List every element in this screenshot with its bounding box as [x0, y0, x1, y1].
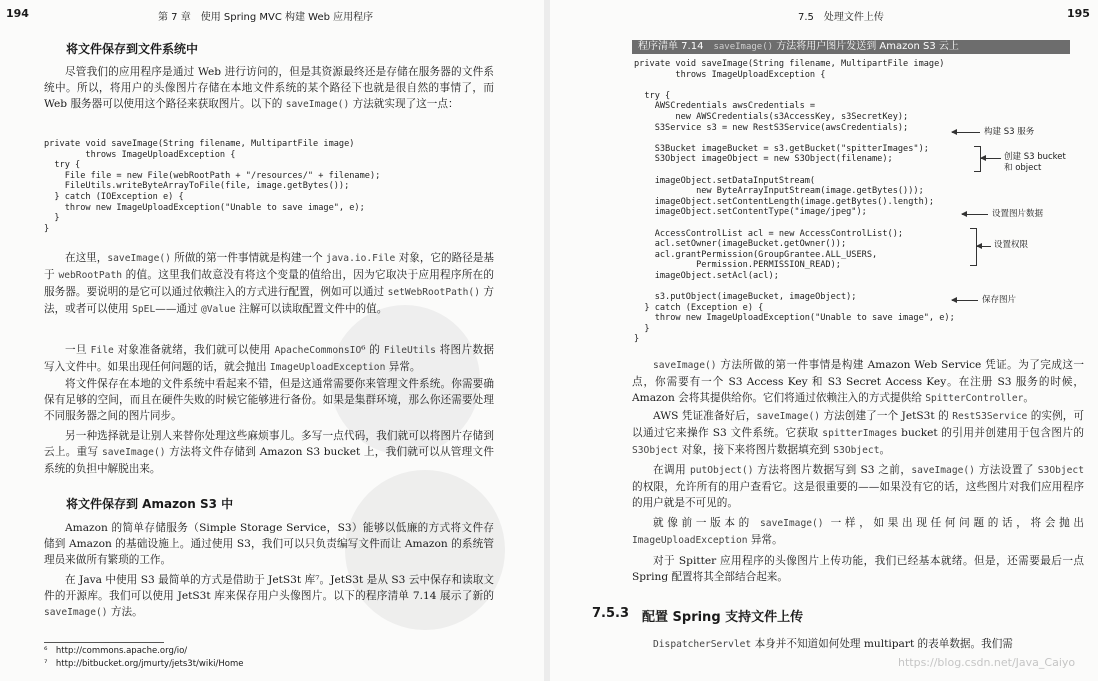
page-number: 195	[1067, 7, 1090, 20]
running-header: 7.5 处理文件上传	[798, 12, 884, 23]
paragraph: 在这里，saveImage() 所做的第一件事情就是构建一个 java.io.File 对象，它的路径是基于 webRootPath 的值。这里我们故意没有将这个变量的值给出，因为它取决于应用程序所在的服务器。要说明的是它可以通过依赖注入的方式进行配置，例如可以通过 setWebRootPath() 方法，或者可以使用 SpEL——通过 @Value 注解可以读取配置文件中的值。	[44, 252, 494, 315]
paragraph: 将文件保存在本地的文件系统中看起来不错，但是这通常需要你来管理文件系统。你需要确保有足够的空间，而且在硬件失败的时候它能够进行备份。如果是集群环境，那么你还需要处理不同服务器之间的图片同步。	[44, 378, 494, 422]
paragraph: 对于 Spitter 应用程序的头像图片上传功能，我们已经基本就绪。但是，还需要最后一点 Spring 配置将其全部结合起来。	[632, 555, 1084, 583]
left-page	[0, 0, 544, 681]
paragraph: Amazon 的简单存储服务（Simple Storage Service，S3）能够以低廉的方式将文件存储到 Amazon 的基础设施上。通过使用 S3，我们可以只负责编写文件而让 Amazon 的系统管理员来做所有繁琐的工作。	[44, 522, 494, 566]
section-title: 配置 Spring 支持文件上传	[642, 610, 804, 625]
paragraph: 在 Java 中使用 S3 最简单的方式是借助于 JetS3t 库⁷。JetS3t 是从 S3 云中保存和读取文件的开源库。我们可以使用 JetS3t 库来保存用户头像图片。以下的程序清单 7.14 展示了新的 saveImage() 方法。	[44, 574, 494, 618]
annotation: 创建 S3 bucket 和 object	[1004, 152, 1066, 173]
annotation: 构建 S3 服务	[984, 127, 1035, 137]
watermark-text: https://blog.csdn.net/Java_Caiyo	[898, 656, 1076, 669]
callout-arrow	[952, 300, 978, 301]
section-heading: 将文件保存到文件系统中	[66, 42, 199, 56]
paragraph: 尽管我们的应用程序是通过 Web 进行访问的，但是其资源最终还是存储在服务器的文件系统中。所以，将用户的头像图片存储在本地文件系统的某个路径下也就是很自然的事情了，而 Web 服务器可以使用这个路径来获取图片。以下的 saveImage() 方法就实现了这一点：	[44, 66, 494, 110]
annotation: 设置权限	[994, 240, 1029, 250]
callout-arrow	[952, 132, 980, 133]
paragraph: saveImage() 方法所做的第一件事情是构建 Amazon Web Service 凭证。为了完成这一点，你需要有一个 S3 Access Key 和 S3 Secret Access Key。在注册 S3 服务的时候，Amazon 会将其提供给你。它们将通过依赖注入的方式提供给 SpitterController。	[632, 359, 1084, 404]
paragraph: 一旦 File 对象准备就绪，我们就可以使用 ApacheCommonsIO⁶ 的 FileUtils 将图片数据写入文件中。如果出现任何问题的话，就会抛出 ImageUploadException 异常。	[44, 344, 495, 373]
paragraph: 在调用 putObject() 方法将图片数据写到 S3 之前，saveImage() 方法设置了 S3Object 的权限，允许所有的用户查看它。这是很重要的——如果没有它的话，这些图片对我们应用程序的用户就是不可见的。	[632, 464, 1084, 509]
paragraph: AWS 凭证准备好后，saveImage() 方法创建了一个 JetS3t 的 RestS3Service 的实例，可以通过它来操作 S3 文件系统。它获取 spitterImages bucket 的引用并创建用于包含图片的 S3Object 对象，接下来将图片数据填充到 S3Object。	[632, 410, 1085, 456]
code-snippet: private void saveImage(String filename, MultipartFile image) throws ImageUploadException { try { File file = new File(webRootPath + "/resources/" + filename); FileUtils.writeByteArrayToFile(file, image.getBytes()); } catch (IOException e) { throw new ImageUploadException("Unable to save image", e); } }	[44, 139, 381, 234]
running-header: 第 7 章 使用 Spring MVC 构建 Web 应用程序	[158, 12, 374, 23]
right-page	[550, 0, 1098, 681]
paragraph: 就像前一版本的 saveImage() 一样，如果出现任何问题的话，将会抛出 ImageUploadException 异常。	[632, 517, 1084, 546]
section-number: 7.5.3	[592, 606, 630, 621]
footnote: ⁷ http://bitbucket.org/jmurty/jets3t/wiki/Home	[44, 659, 244, 669]
callout-arrow	[981, 158, 1001, 159]
section-heading: 将文件保存到 Amazon S3 中	[66, 497, 234, 511]
annotation: 保存图片	[982, 295, 1017, 305]
paragraph: DispatcherServlet 本身并不知道如何处理 multipart 的表单数据。我们需	[653, 638, 1013, 650]
callout-arrow	[977, 246, 991, 247]
paragraph: 另一种选择就是让别人来替你处理这些麻烦事儿。多写一点代码，我们就可以将图片存储到云上。重写 saveImage() 方法将文件存储到 Amazon S3 bucket 上，我们就可以从管理文件系统的负担中解脱出来。	[44, 430, 494, 475]
code-listing: private void saveImage(String filename, MultipartFile image) throws ImageUploadException { try { AWSCredentials awsCredentials = new AWSCredentials(s3AccessKey, s3SecretKey); S3Service s3 = new RestS3Service(awsCredentials); S3Bucket imageBucket = s3.getBucket("spitterImages"); S3Object imageObject = new S3Object(filename); imageObject.setDataInputStream( new ByteArrayInputStream(image.getBytes())); imageObject.setContentLength(image.getBytes().length); imageObject.setContentType("image/jpeg"); AccessControlList acl = new AccessControlList(); acl.setOwner(imageBucket.getOwner()); acl.grantPermission(GroupGrantee.ALL_USERS, Permission.PERMISSION_READ); imageObject.setAcl(acl); s3.putObject(imageBucket, imageObject); } catch (Exception e) { throw new ImageUploadException("Unable to save image", e); } }	[634, 59, 955, 345]
callout-arrow	[962, 214, 988, 215]
footnote: ⁶ http://commons.apache.org/io/	[44, 646, 188, 656]
page-number: 194	[6, 7, 29, 20]
footnote-rule	[44, 642, 164, 643]
annotation: 设置图片数据	[992, 209, 1044, 219]
listing-title-bar: 程序清单 7.14 saveImage() 方法将用户图片发送到 Amazon S3 云上	[632, 40, 1070, 54]
